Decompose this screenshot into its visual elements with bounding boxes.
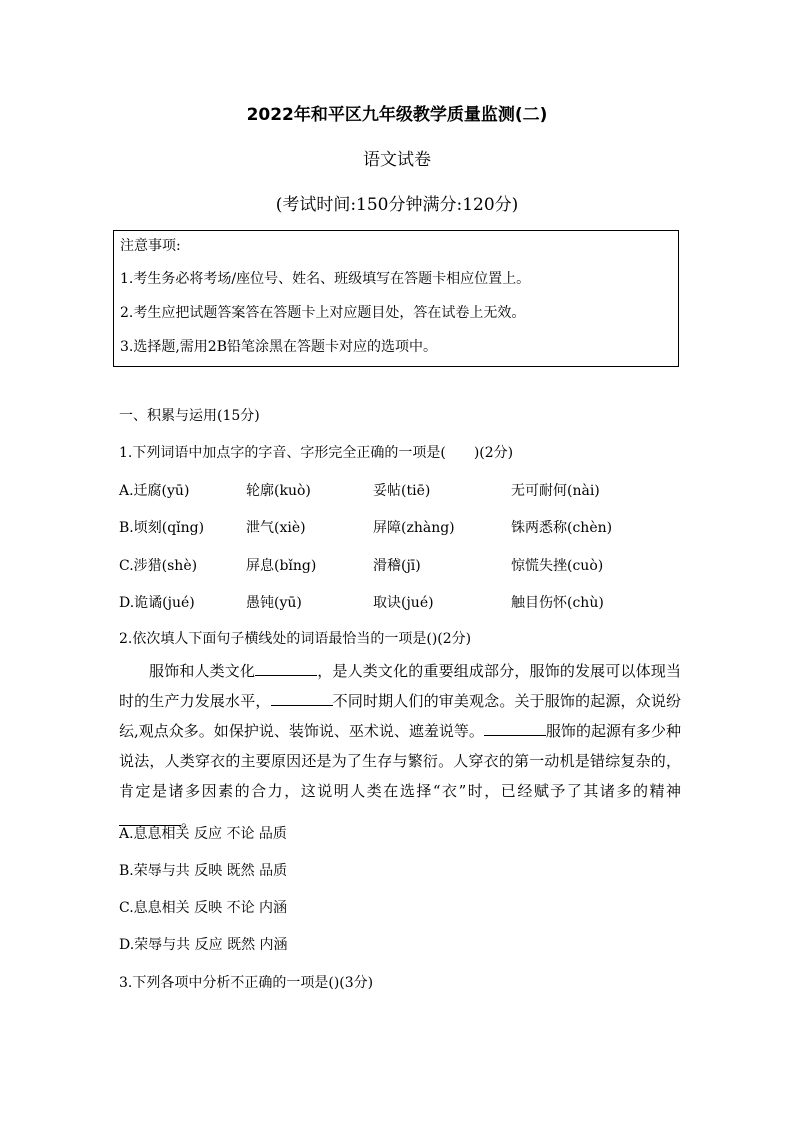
q1-option-c-word1: C.涉猎(shè) — [119, 558, 198, 574]
question-3-stem: 3.下列各项中分析不正确的一项是()(3分) — [119, 975, 374, 991]
q1-option-b-word4: 铢两悉称(chèn) — [511, 520, 613, 536]
notice-item: 1.考生务必将考场/座位号、姓名、班级填写在答题卡相应位置上。 — [120, 271, 531, 287]
q2-option-c: C.息息相关 反映 不论 内涵 — [119, 900, 288, 916]
exam-subject: 语文试卷 — [363, 150, 431, 170]
q1-option-c-word3: 滑稽(jī) — [373, 558, 421, 574]
q1-option-b-word1: B.顷刻(qǐng) — [119, 520, 205, 536]
notice-title: 注意事项: — [120, 238, 181, 254]
q2-passage-text: 不同时期人们的审美观念。关于服饰的起源，众说纷纭,观点众多。如保护说、装饰说、巫术说、遮羞说等。 — [119, 692, 681, 740]
answer-blank — [484, 717, 546, 736]
q2-option-a: A.息息相关 反应 不论 品质 — [119, 826, 287, 842]
q1-option-a-word3: 妥帖(tiē) — [373, 483, 431, 499]
q1-option-a-word4: 无可耐何(nài) — [511, 483, 600, 499]
q2-option-d: D.荣辱与共 反应 既然 内涵 — [119, 937, 288, 953]
answer-blank — [255, 657, 317, 676]
q2-passage-text: 服饰的起源有多少种说法，人类穿衣的主要原因还是为了生存与繁衍。人穿衣的第一动机是错综复杂的，肯定是诸多因素的合力，这说明人类在选择“衣”时，已经赋予了其诸多的精神 — [119, 722, 681, 800]
exam-title: 2022年和平区九年级教学质量监测(二) — [246, 105, 548, 125]
q1-option-a-word2: 轮廓(kuò) — [246, 483, 311, 499]
section-heading: 一、积累与运用(15分) — [119, 408, 260, 424]
notice-box — [113, 230, 679, 367]
q2-passage-text: ，是人类文化的重要组成部分，服饰的发展可以体现当时的生产力发展水平， — [119, 662, 681, 710]
question-1-stem: 1.下列词语中加点字的字音、字形完全正确的一项是( )(2分) — [119, 445, 514, 461]
q1-option-a-word1: A.迁腐(yū) — [119, 483, 190, 499]
q1-option-b-word3: 屏障(zhàng) — [373, 520, 455, 536]
q1-option-d-word2: 愚钝(yū) — [246, 595, 302, 611]
q1-option-d-word4: 触目伤怀(chù) — [511, 595, 604, 611]
answer-blank — [271, 687, 333, 706]
q1-option-c-word4: 惊慌失挫(cuò) — [511, 558, 604, 574]
question-2-stem: 2.依次填人下面句子横线处的词语最恰当的一项是()(2分) — [119, 631, 472, 647]
q2-passage-text: 。 — [181, 812, 197, 830]
q1-option-d-word3: 取诀(jué) — [373, 595, 434, 611]
notice-item: 2.考生应把试题答案答在答题卡上对应题目处，答在试卷上无效。 — [120, 305, 526, 321]
q2-passage-text: 服饰和人类文化 — [149, 662, 256, 680]
q2-option-b: B.荣辱与共 反映 既然 品质 — [119, 863, 288, 879]
q2-passage — [119, 656, 681, 836]
exam-info: (考试时间:150分钟满分:120分) — [275, 195, 519, 215]
q1-option-d-word1: D.诡谲(jué) — [119, 595, 195, 611]
notice-item: 3.选择题,需用2B铅笔涂黑在答题卡对应的选项中。 — [120, 339, 438, 355]
q1-option-b-word2: 泄气(xiè) — [246, 520, 306, 536]
q1-option-c-word2: 屏息(bǐng) — [246, 558, 317, 574]
